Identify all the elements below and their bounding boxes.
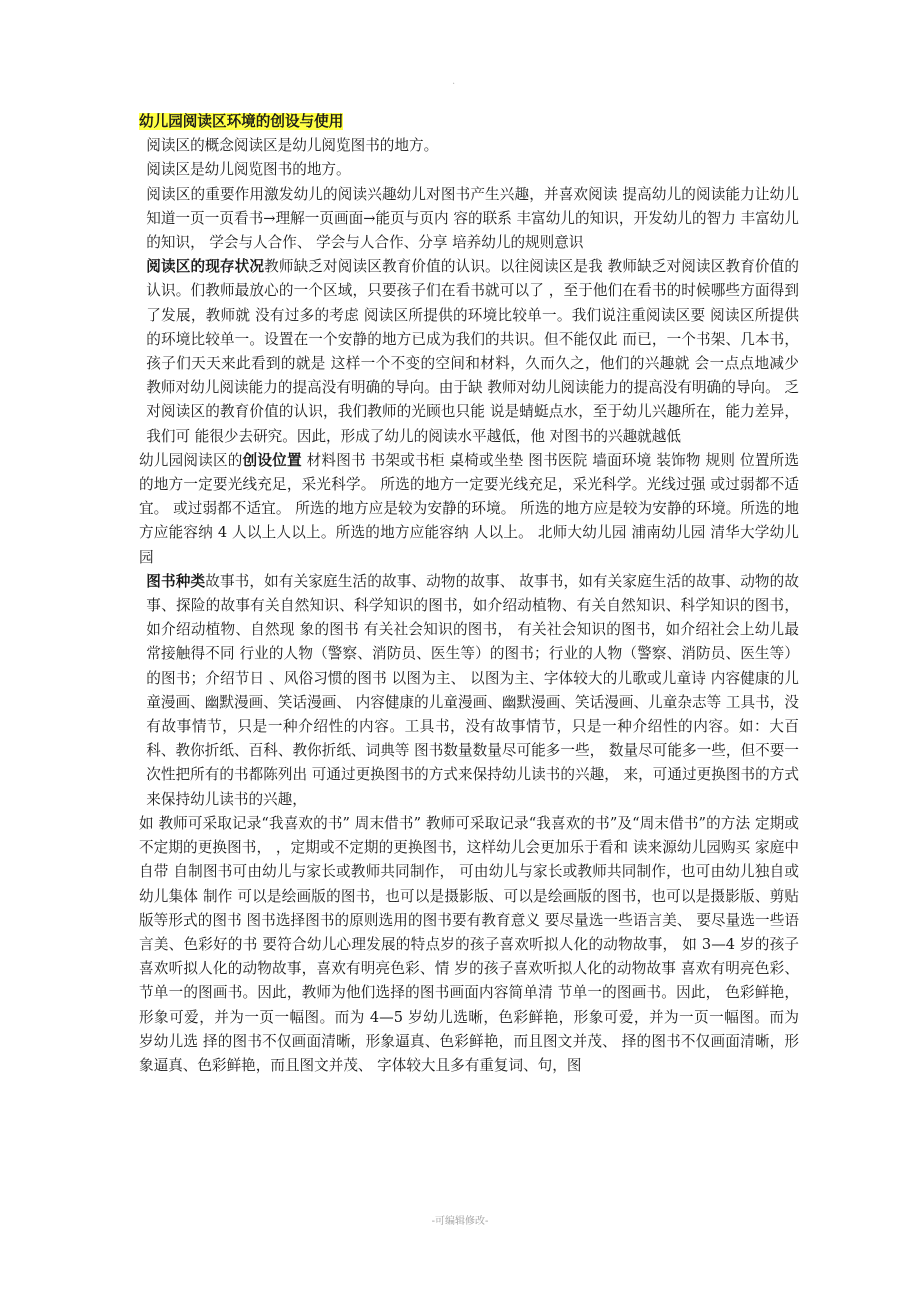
paragraph-reading-area-concept: 阅读区的概念阅读区是幼儿阅览图书的地方。: [146, 137, 439, 155]
section-body-setup-location: 材料图书 书架或书柜 桌椅或坐垫 图书医院 墙面环境 装饰物 规则 位置所选的地方一定要光线充足，采光科学。 所选的地方一定要光线充足，采光科学。光线过强 或过弱都不适宜。 或过弱都不适宜。 所选的地方应是较为安静的环境。 所选的地方应是较为安静的环境。所选的地方应能容纳 4 人以上人以上。所选的地方应能容纳 人以上。 北师大幼儿园 浦南幼儿园 清华大学幼儿园: [139, 451, 799, 566]
header-mark: .: [452, 76, 456, 87]
paragraph-current-status: [139, 255, 799, 449]
paragraph-setup-location: [139, 449, 799, 570]
document-title: 幼儿园阅读区环境的创设与使用: [139, 113, 344, 130]
section-heading-current-status: 阅读区的现存状况: [146, 258, 265, 276]
section-prefix-setup: 幼儿园阅读区的: [139, 451, 243, 469]
page-footer: -可编辑修改-: [431, 1216, 489, 1227]
section-heading-book-types: 图书种类: [146, 572, 206, 590]
document-body: [139, 110, 799, 1078]
paragraph-methods-and-selection: 如 教师可采取记录“我喜欢的书” 周末借书” 教师可采取记录“我喜欢的书”及“周末借书”的方法 定期或不定期的更换图书， ，定期或不定期的更换图书，这样幼儿会更加乐于看和 读来源幼儿园购买 家庭中自带 自制图书可由幼儿与家长或教师共同制作， 可由幼儿与家长或教师共同制作，也可由幼儿独自或幼儿集体 制作 可以是绘画版的图书，也可以是摄影版、可以是绘画版的图书，也可以是摄影版、剪贴版等形式的图书 图书选择图书的原则选用的图书要有教育意义 要尽量选一些语言美、 要尽量选一些语言美、色彩好的书 要符合幼儿心理发展的特点岁的孩子喜欢听拟人化的动物故事， 如 3—4 岁的孩子喜欢听拟人化的动物故事，喜欢有明亮色彩、情 岁的孩子喜欢听拟人化的动物故事 喜欢有明亮色彩、 节单一的图画书。因此，教师为他们选择的图书画面内容简单清 节单一的图画书。因此， 色彩鲜艳，形象可爱，并为一页一幅图。而为 4—5 岁幼儿选晰，色彩鲜艳，形象可爱，并为一页一幅图。而为 岁幼儿选 择的图书不仅画面清晰，形象逼真、色彩鲜艳，而且图文并茂、 择的图书不仅画面清晰，形象逼真、色彩鲜艳，而且图文并茂、 字体较大且多有重复词、句，图: [139, 814, 799, 1074]
section-body-current-status: 教师缺乏对阅读区教育价值的认识。以往阅读区是我 教师缺乏对阅读区教育价值的认识。们教师最放心的一个区域，只要孩子们在看书就可以了 ，至于他们在看书的时候哪些方面得到了发展，教师就 没有过多的考虑 阅读区所提供的环境比较单一。我们说注重阅读区要 阅读区所提供的环境比较单一。设置在一个安静的地方已成为我们的共识。但不能仅此 而已，一个书架、几本书，孩子们天天来此看到的就是 这样一个不变的空间和材料，久而久之，他们的兴趣就 会一点点地减少 教师对幼儿阅读能力的提高没有明确的导向。由于缺 教师对幼儿阅读能力的提高没有明确的导向。 乏对阅读区的教育价值的认识，我们教师的光顾也只能 说是蜻蜓点水，至于幼儿兴趣所在，能力差异，我们可 能很少去研究。因此，形成了幼儿的阅读水平越低，他 对图书的兴趣就越低: [146, 258, 799, 445]
paragraph-book-types: [139, 570, 799, 812]
section-body-book-types: 故事书，如有关家庭生活的故事、动物的故事、 故事书，如有关家庭生活的故事、动物的故事、探险的故事有关自然知识、科学知识的图书，如介绍动植物、有关自然知识、科学知识的图书，如介绍动植物、自然现 象的图书 有关社会知识的图书， 有关社会知识的图书，如介绍社会上幼儿最常接触得不同 行业的人物（警察、消防员、医生等）的图书；行业的人物（警察、消防员、医生等）的图书；介绍节日 、风俗习惯的图书 以图为主、 以图为主、字体较大的儿歌或儿童诗 内容健康的儿童漫画、幽默漫画、笑话漫画、 内容健康的儿童漫画、幽默漫画、笑话漫画、儿童杂志等 工具书，没有故事情节，只是一种介绍性的内容。工具书，没有故事情节，只是一种介绍性的内容。如：大百科、教你折纸、百科、教你折纸、词典等 图书数量数量尽可能多一些， 数量尽可能多一些，但不要一次性把所有的书都陈列出 可通过更换图书的方式来保持幼儿读书的兴趣， 来，可通过更换图书的方式来保持幼儿读书的兴趣，: [146, 572, 799, 808]
paragraph-importance: 阅读区的重要作用激发幼儿的阅读兴趣幼儿对图书产生兴趣，并喜欢阅读 提高幼儿的阅读能力让幼儿知道一页一页看书→理解一页画面→能页与页内 容的联系 丰富幼儿的知识，开发幼儿的智力 丰富幼儿的知识， 学会与人合作、 学会与人合作、分享 培养幼儿的规则意识: [146, 185, 799, 252]
section-heading-setup-location: 创设位置: [242, 451, 302, 469]
paragraph-reading-area-definition: 阅读区是幼儿阅览图书的地方。: [146, 161, 351, 179]
title-line: [139, 110, 799, 134]
